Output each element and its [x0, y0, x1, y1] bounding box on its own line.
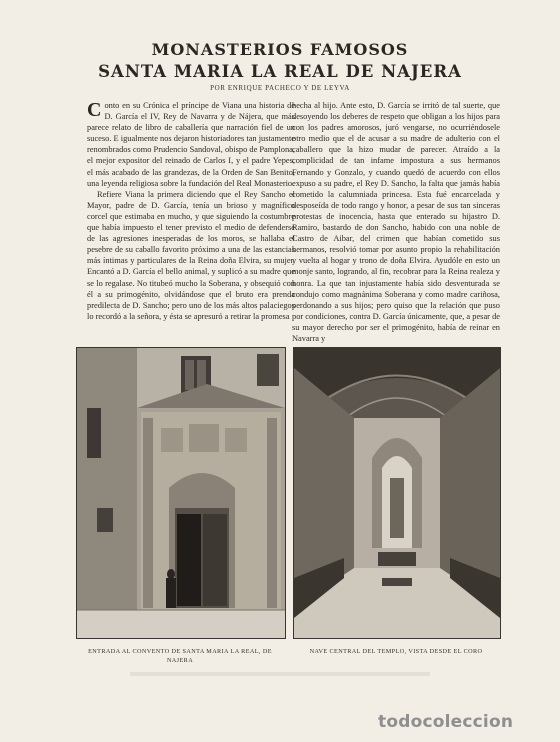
watermark-logo: todocoleccion — [378, 712, 514, 732]
paragraph-1-text: onto en su Crónica el príncipe de Viana una historia de D. García el IV, Rey de Navarra y de Nájera, que más parece relato de libro de caballería que narración fiel de un suceso. E igualmente nos dejaron historiadores tan justamente renombrados como Prudencio Sandoval, obispo de Pamplona, el mejor expositor del reinado de Carlos I, y el padre Yepes, el más acabado de las grandezas, de la Orden de San Benito, una leyenda religiosa sobre la fundación del Real Monasterio. — [87, 101, 295, 188]
article-byline: POR ENRIQUE PACHECO Y DE LEYVA — [210, 84, 350, 92]
photo-convent-entrance — [76, 347, 286, 639]
paragraph-1 — [87, 100, 295, 189]
paragraph-3: hecha al hijo. Ante esto, D. García se irritó de tal suerte, que desoyendo los deberes de respeto que obligan a los hijos para con los padres amorosos, juró vengarse, no ocurriéndosele otro medio que el de acusar a su madre de adulterio con el caballero que la hizo mudar de parecer. Atraído a la complicidad de tan infame impostura a sus hermanos Fernando y Gonzalo, y cuando quedó de acuerdo con ellos expuso a su padre, el Rey D. Sancho, la falta que jamás había cometido la calumniada princesa. Esta fué encarcelada y desposeída de todo rango y honor, a pesar de sus tan sinceras protestas de inocencia, hasta que enterado su hijastro D. Ramiro, bastardo de don Sancho, habido con una noble de Castro de Aibar, del crimen que habían cometido sus hermanos, resolvió tomar por asunto propio la rehabilitación y vuelta al hogar y trono de doña Elvira. Ayudóle en esto un monje santo, logrando, al fin, recobrar para la Reina realeza y honra. La que tan injustamente había sido desventurada se condujo como magnánima Soberana y como madre cariñosa, perdonando a sus hijos; pero quiso que la relación que puso por condiciones, contra D. García únicamente, que, a pesar de su mayor derecho por ser el primogénito, había de reinar en Navarra y — [292, 101, 500, 343]
article-title-line1: MONASTERIOS FAMOSOS — [151, 40, 409, 59]
text-column-right — [292, 100, 500, 343]
caption-left: ENTRADA AL CONVENTO DE SANTA MARIA LA REAL, DE NAJERA — [88, 648, 272, 664]
drop-cap: C — [87, 99, 102, 121]
article-title-line2: SANTA MARIA LA REAL DE NAJERA — [98, 62, 462, 81]
text-column-left — [87, 100, 295, 338]
faint-footer-rule — [130, 672, 430, 676]
caption-right: NAVE CENTRAL DEL TEMPLO, VISTA DESDE EL CORO — [309, 648, 483, 655]
paragraph-2: Refiere Viana la primera diciendo que el Rey Sancho el Mayor, padre de D. García, tenía un brioso y magnífico corcel que estimaba en mucho, y que siguiendo la costumbre que había impuesto el tener previsto el medio de defenderse de las agresiones inesperadas de los moros, se hallaba el pesebre de su caballo favorito próximo a una de las estancias más íntimas y particulares de la Reina doña Elvira, su mujer. Encantó a D. García el bello animal, y suplicó a su madre que se lo regalase. No titubeó mucho la Soberana, y obsequió con él a su primogénito, olvidándose que el bruto era prenda predilecta de D. Sancho; pero uno de los más altos palaciegos lo recordó a la señora, y ésta se apresuró a retirar la promesa — [87, 189, 295, 321]
photo-nave-interior — [293, 347, 501, 639]
